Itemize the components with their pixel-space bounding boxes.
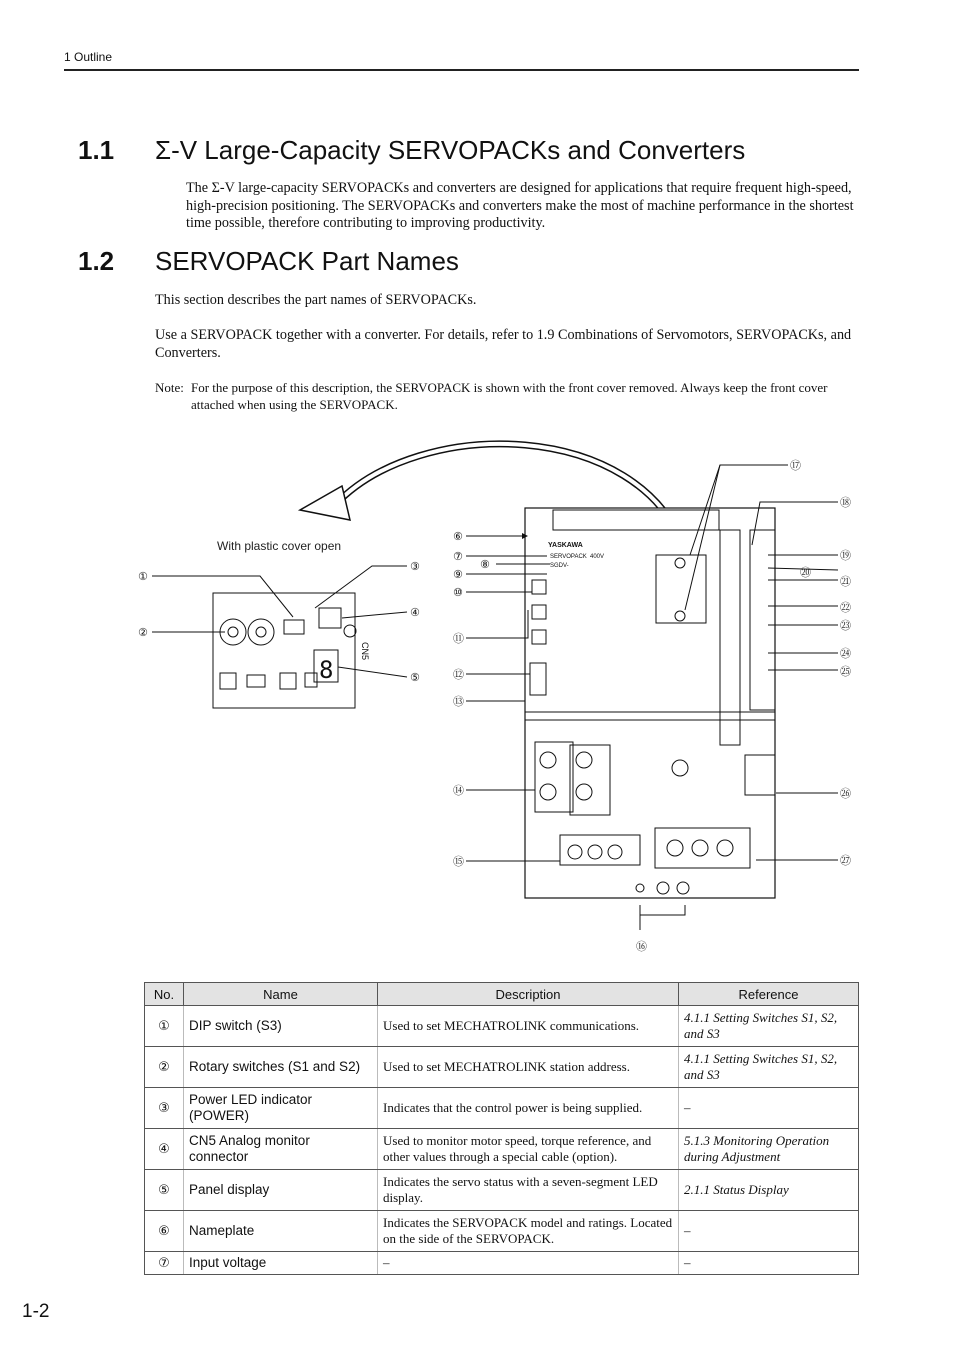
callout-8: ⑧ [480,558,490,571]
table-row [145,1088,859,1129]
callout-21: ㉑ [840,575,851,588]
section-number: 1.1 [78,135,115,165]
callout-9: ⑨ [453,568,463,581]
combination-paragraph: Use a SERVOPACK together with a converter. For details, refer to 1.9 Combinations of Servomotors, SERVOPACKs, and Converters. [155,327,852,361]
model-label: SERVOPACK [550,554,587,560]
row-description: Indicates the SERVOPACK model and ratings. Located on the side of the SERVOPACK. [378,1211,679,1252]
row-reference: – [679,1211,859,1252]
row-no: ⑥ [145,1211,184,1252]
table-row [145,1006,859,1047]
row-no: ② [145,1047,184,1088]
sgdv-label: SGDV- [550,563,569,569]
table-row [145,1129,859,1170]
callout-13: ⑬ [453,695,464,708]
control-board-inset [213,539,370,708]
callout-1: ① [138,570,148,583]
callout-18: ⑱ [840,496,851,509]
callout-20: ⑳ [800,566,811,579]
section-title: Σ-V Large-Capacity SERVOPACKs and Converters [155,135,746,165]
row-name: CN5 Analog monitor connector [184,1129,378,1170]
page-number: 1-2 [22,1301,50,1322]
callout-14: ⑭ [453,784,464,797]
note-text: For the purpose of this description, the SERVOPACK is shown with the front cover removed. Always keep the front cover attached when using the SERVOPACK. [191,380,828,412]
row-no: ⑦ [145,1252,184,1275]
row-name: Power LED indicator (POWER) [184,1088,378,1129]
section-1-1-body: The Σ-V large-capacity SERVOPACKs and converters are designed for applications that require frequent high-speed, high-precision positioning. The SERVOPACKs and converters make the most of machine performance in the shortest time possible, therefore contributing to improving productivity. [186,180,854,231]
part-names-table [144,982,859,1275]
section-number: 1.2 [78,246,115,276]
header-reference: Reference [679,983,859,1006]
callout-22: ㉒ [840,601,851,614]
row-name: Panel display [184,1170,378,1211]
callout-11: ⑪ [453,632,464,645]
callout-6: ⑥ [453,530,463,543]
header-name: Name [184,983,378,1006]
table-header-row [145,983,859,1006]
row-reference: 4.1.1 Setting Switches S1, S2, and S3 [679,1047,859,1088]
servopack-diagram [120,420,860,965]
callout-26: ㉖ [840,787,851,800]
table-row [145,1170,859,1211]
voltage-badge: 400V [590,554,605,560]
inset-caption: With plastic cover open [217,539,342,553]
callout-15: ⑮ [453,855,464,868]
row-description: Used to set MECHATROLINK station address. [378,1047,679,1088]
intro-paragraph: This section describes the part names of SERVOPACKs. [155,292,477,308]
callout-4: ④ [410,606,420,619]
note [155,380,860,413]
callout-19: ⑲ [840,549,851,562]
row-description: – [378,1252,679,1275]
callout-25: ㉕ [840,665,851,678]
table-row [145,1252,859,1275]
row-reference: 4.1.1 Setting Switches S1, S2, and S3 [679,1006,859,1047]
callout-5: ⑤ [410,671,420,684]
row-description: Used to set MECHATROLINK communications. [378,1006,679,1047]
section-title: SERVOPACK Part Names [155,246,459,276]
row-reference: 5.1.3 Monitoring Operation during Adjustment [679,1129,859,1170]
row-reference: – [679,1088,859,1129]
callout-10: ⑩ [453,586,463,599]
row-name: Nameplate [184,1211,378,1252]
running-header: 1 Outline [64,50,113,64]
servopack-body [525,508,775,898]
callout-24: ㉔ [840,647,851,660]
row-name: Rotary switches (S1 and S2) [184,1047,378,1088]
callout-2: ② [138,626,148,639]
header-rule [64,69,859,71]
callout-27: ㉗ [840,854,851,867]
callout-16: ⑯ [636,940,647,953]
row-no: ① [145,1006,184,1047]
svg-text:8: 8 [319,656,334,684]
callout-12: ⑫ [453,668,464,681]
row-no: ⑤ [145,1170,184,1211]
row-name: DIP switch (S3) [184,1006,378,1047]
row-reference: – [679,1252,859,1275]
row-reference: 2.1.1 Status Display [679,1170,859,1211]
header-no: No. [145,983,184,1006]
brand-logo: YASKAWA [548,542,583,549]
header-description: Description [378,983,679,1006]
row-description: Used to monitor motor speed, torque reference, and other values through a special cable (option). [378,1129,679,1170]
row-no: ④ [145,1129,184,1170]
callout-7: ⑦ [453,550,463,563]
cn5-label: CN5 [360,642,370,661]
callout-3: ③ [410,560,420,573]
row-name: Input voltage [184,1252,378,1275]
table-row [145,1047,859,1088]
callout-23: ㉓ [840,619,851,632]
row-no: ③ [145,1088,184,1129]
row-description: Indicates that the control power is being supplied. [378,1088,679,1129]
table-row [145,1211,859,1252]
note-label: Note: [155,380,184,395]
callout-17: ⑰ [790,459,801,472]
row-description: Indicates the servo status with a seven-segment LED display. [378,1170,679,1211]
